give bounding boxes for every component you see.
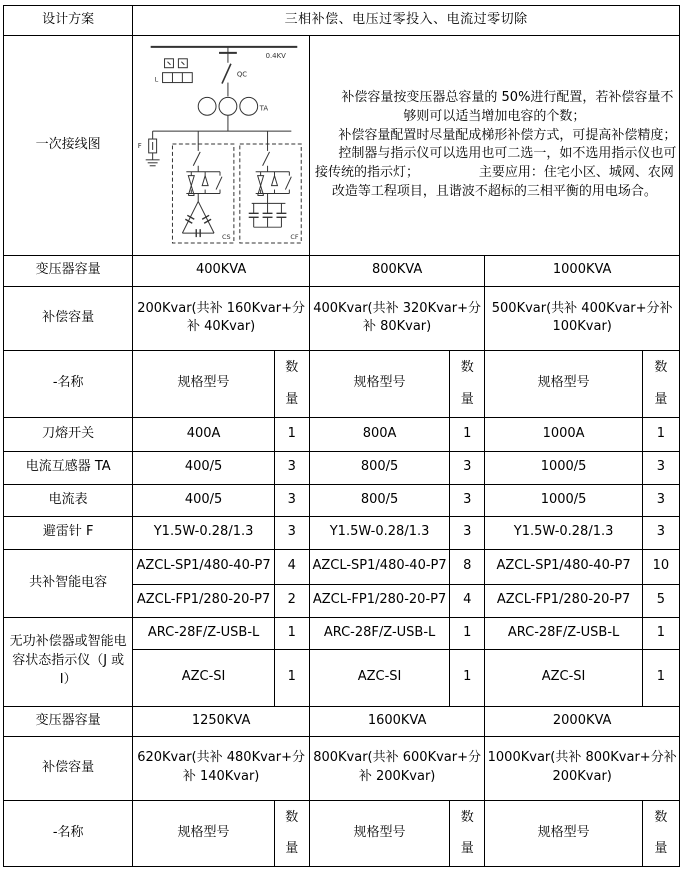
qty-header-text: 数量 (285, 359, 299, 407)
transformer-row-2 (4, 706, 680, 736)
cf-bank-label: CF (290, 233, 299, 242)
one-line-diagram (136, 37, 306, 247)
equipment-name: 电流表 (4, 484, 133, 516)
spec-cell: Y1.5W-0.28/1.3 (133, 516, 274, 549)
qty-header-text: 数量 (460, 359, 474, 407)
spec-cell: 1000/5 (485, 451, 642, 484)
spec-cell: Y1.5W-0.28/1.3 (485, 516, 642, 549)
compensation-value: 200Kvar(共补 160Kvar+分补 40Kvar) (133, 286, 310, 350)
compensation-value: 800Kvar(共补 600Kvar+分补 200Kvar) (309, 736, 484, 800)
qty-cell: 2 (274, 584, 309, 617)
qty-cell: 4 (450, 584, 485, 617)
qty-cell: 1 (274, 417, 309, 451)
qty-cell: 10 (642, 549, 679, 584)
spec-column-header: 规格型号 (485, 350, 642, 417)
transformer-value: 1250KVA (133, 706, 310, 736)
design-scheme-label: 设计方案 (4, 6, 133, 36)
equipment-name: 避雷针 F (4, 516, 133, 549)
qty-header-text: 数量 (460, 809, 474, 857)
note-paragraph-3 (312, 145, 677, 202)
spec-cell: 400/5 (133, 451, 274, 484)
spec-cell: 800/5 (309, 451, 449, 484)
qty-cell: 1 (274, 649, 309, 706)
transformer-row-1 (4, 255, 680, 286)
one-line-diagram-cell (133, 36, 310, 256)
qty-cell: 5 (642, 584, 679, 617)
note-3-text: 控制器与指示仪可以选用也可二选一，如不选用指示仪也可接传统的指示灯； (315, 146, 677, 181)
equipment-row (4, 417, 680, 451)
equipment-row (4, 451, 680, 484)
column-header-row-2 (4, 800, 680, 867)
name-column-header: -名称 (4, 350, 133, 417)
note-4-text: 主要应用：住宅小区、城网、农网改造等工程项目，且谐波不超标的三相平衡的用电场合。 (331, 165, 674, 200)
equipment-row (4, 484, 680, 516)
spec-cell: AZCL-FP1/280-20-P7 (485, 584, 642, 617)
transformer-value: 1000KVA (485, 255, 680, 286)
qty-cell: 3 (450, 516, 485, 549)
qty-cell: 3 (450, 451, 485, 484)
name-column-header: -名称 (4, 800, 133, 867)
qty-cell: 1 (642, 617, 679, 649)
spec-cell: Y1.5W-0.28/1.3 (309, 516, 449, 549)
spec-cell: 800A (309, 417, 449, 451)
qty-cell: 3 (642, 484, 679, 516)
qty-cell: 4 (274, 549, 309, 584)
note-paragraph-1: 补偿容量按变压器总容量的 50%进行配置，若补偿容量不够则可以适当增加电容的个数； (341, 89, 674, 124)
qty-header-text: 数量 (654, 809, 668, 857)
design-scheme-value: 三相补偿、电压过零投入、电流过零切除 (133, 6, 680, 36)
qty-cell: 3 (642, 451, 679, 484)
spec-cell: AZCL-SP1/480-40-P7 (485, 549, 642, 584)
equipment-name: 电流互感器 TA (4, 451, 133, 484)
spec-cell: 1000A (485, 417, 642, 451)
qty-column-header (642, 800, 679, 867)
spec-cell: ARC-28F/Z-USB-L (133, 617, 274, 649)
qty-column-header (642, 350, 679, 417)
qty-cell: 1 (642, 417, 679, 451)
qty-cell: 8 (450, 549, 485, 584)
compensation-row-1 (4, 286, 680, 350)
spec-cell: AZCL-FP1/280-20-P7 (309, 584, 449, 617)
spec-cell: 1000/5 (485, 484, 642, 516)
spec-table (3, 5, 680, 867)
qty-cell: 3 (450, 484, 485, 516)
spec-cell: 400A (133, 417, 274, 451)
spec-cell: 800/5 (309, 484, 449, 516)
qty-cell: 1 (642, 649, 679, 706)
qty-cell: 3 (642, 516, 679, 549)
diagram-label: 一次接线图 (4, 36, 133, 256)
equipment-name: 刀熔开关 (4, 417, 133, 451)
note-paragraph-2: 补偿容量配置时尽量配成梯形补偿方式，可提高补偿精度； (338, 127, 677, 143)
compensation-label: 补偿容量 (4, 286, 133, 350)
qty-cell: 3 (274, 516, 309, 549)
arrester-f-label: F (137, 141, 142, 150)
column-header-row-1 (4, 350, 680, 417)
qty-cell: 1 (450, 417, 485, 451)
qty-column-header (450, 800, 485, 867)
transformer-value: 800KVA (309, 255, 484, 286)
equipment-row (4, 549, 680, 584)
qty-cell: 3 (274, 484, 309, 516)
qty-cell: 1 (450, 649, 485, 706)
diagram-row (4, 36, 680, 256)
compensation-value: 1000Kvar(共补 800Kvar+分补 200Kvar) (485, 736, 680, 800)
compensation-value: 500Kvar(共补 400Kvar+分补 100Kvar) (485, 286, 680, 350)
qty-column-header (274, 350, 309, 417)
compensation-value: 400Kvar(共补 320Kvar+分补 80Kvar) (309, 286, 484, 350)
qty-cell: 3 (274, 451, 309, 484)
qc-switch-label: QC (236, 70, 248, 79)
notes-cell (309, 36, 679, 256)
qty-cell: 1 (450, 617, 485, 649)
qty-cell: 1 (274, 617, 309, 649)
meter-l-label: L (154, 75, 159, 84)
spec-cell: 400/5 (133, 484, 274, 516)
qty-column-header (450, 350, 485, 417)
ta-label: TA (259, 104, 269, 113)
spec-cell: AZC-SI (485, 649, 642, 706)
spec-column-header: 规格型号 (309, 350, 449, 417)
transformer-label: 变压器容量 (4, 706, 133, 736)
transformer-value: 2000KVA (485, 706, 680, 736)
equipment-name: 无功补偿器或智能电容状态指示仪（J 或 I） (4, 617, 133, 706)
spec-cell: ARC-28F/Z-USB-L (309, 617, 449, 649)
spec-cell: AZCL-SP1/480-40-P7 (133, 549, 274, 584)
transformer-value: 1600KVA (309, 706, 484, 736)
qty-header-text: 数量 (654, 359, 668, 407)
spec-column-header: 规格型号 (133, 800, 274, 867)
equipment-row (4, 516, 680, 549)
compensation-row-2 (4, 736, 680, 800)
spec-column-header: 规格型号 (309, 800, 449, 867)
spec-cell: ARC-28F/Z-USB-L (485, 617, 642, 649)
spec-cell: AZCL-FP1/280-20-P7 (133, 584, 274, 617)
compensation-value: 620Kvar(共补 480Kvar+分补 140Kvar) (133, 736, 310, 800)
spec-cell: AZC-SI (309, 649, 449, 706)
design-scheme-row (4, 6, 680, 36)
spec-column-header: 规格型号 (485, 800, 642, 867)
spec-column-header: 规格型号 (133, 350, 274, 417)
qty-column-header (274, 800, 309, 867)
equipment-name: 共补智能电容 (4, 549, 133, 617)
spec-cell: AZC-SI (133, 649, 274, 706)
spec-cell: AZCL-SP1/480-40-P7 (309, 549, 449, 584)
transformer-label: 变压器容量 (4, 255, 133, 286)
equipment-row (4, 617, 680, 649)
transformer-value: 400KVA (133, 255, 310, 286)
qty-header-text: 数量 (285, 809, 299, 857)
voltage-label: 0.4KV (265, 51, 286, 60)
compensation-label: 补偿容量 (4, 736, 133, 800)
cs-bank-label: CS (222, 233, 231, 242)
